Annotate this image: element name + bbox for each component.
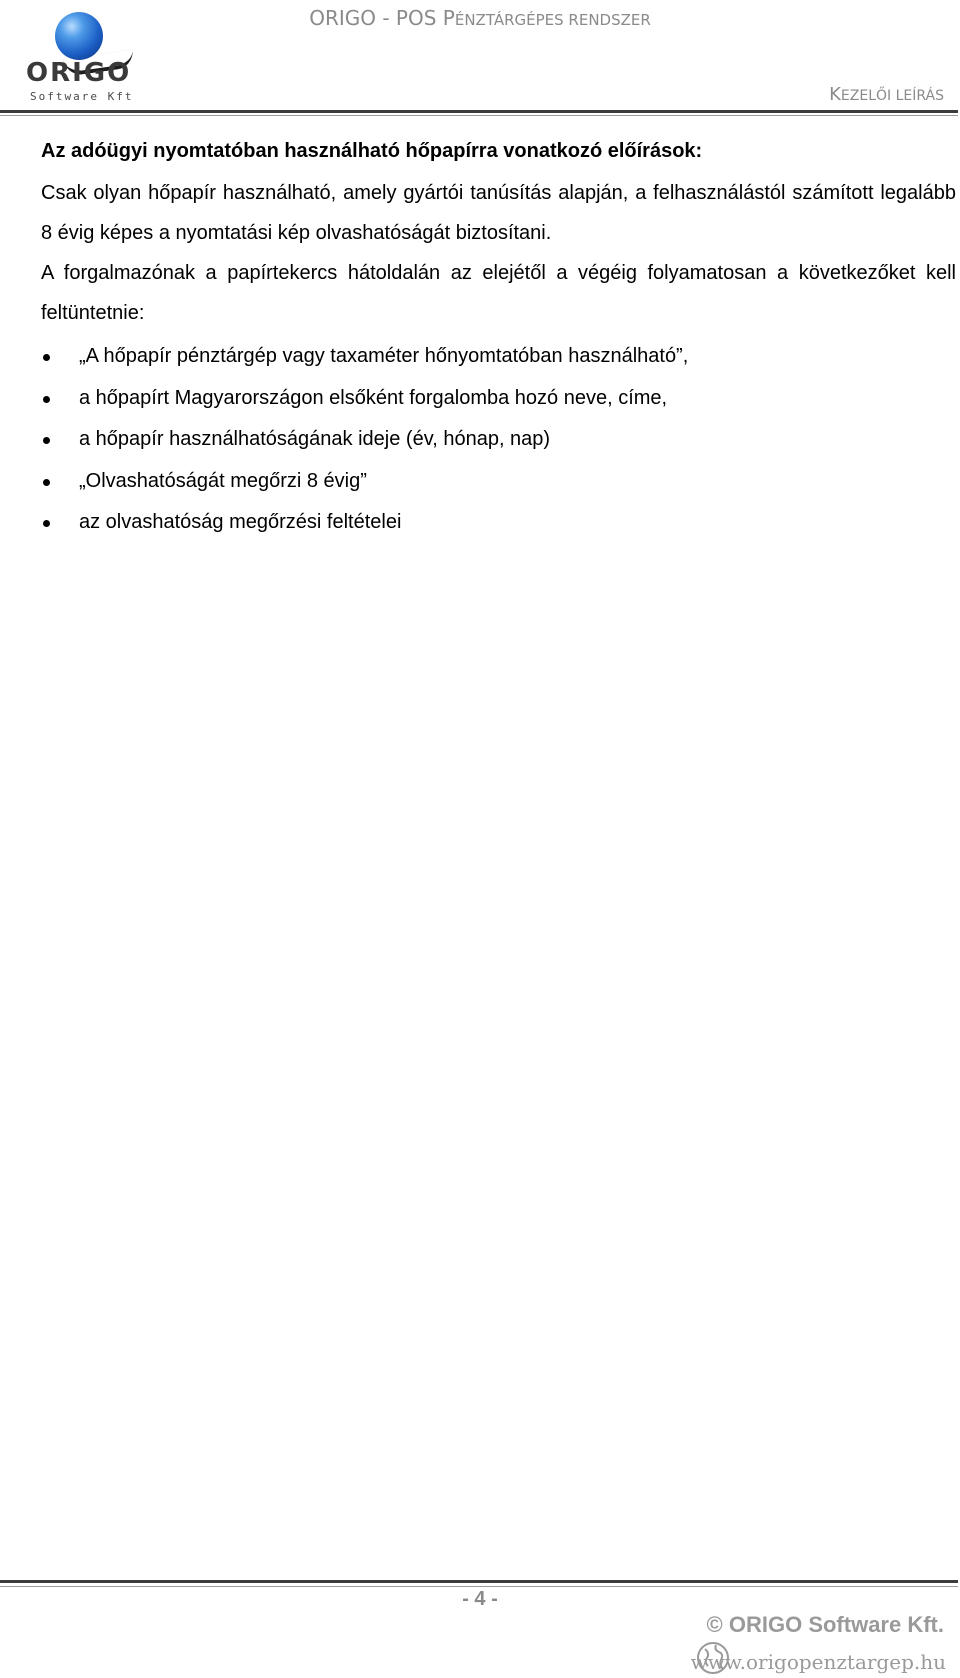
- copyright-notice: © ORIGO Software Kft.: [706, 1612, 944, 1637]
- header-divider-thin: [0, 115, 958, 116]
- footer-divider: [0, 1580, 958, 1583]
- list-item: a hőpapír használhatóságának ideje (év, hónap, nap): [41, 419, 956, 461]
- header-doc-type: [829, 84, 944, 105]
- requirements-list: [41, 336, 956, 544]
- header-title: [0, 6, 960, 30]
- header-divider: [0, 110, 958, 113]
- list-item: „A hőpapír pénztárgép vagy taxaméter hőnyomtatóban használható”,: [41, 336, 956, 378]
- list-item: „Olvashatóságát megőrzi 8 évig”: [41, 461, 956, 503]
- paragraph: Csak olyan hőpapír használható, amely gyártói tanúsítás alapján, a felhasználástól számított legalább 8 évig képes a nyomtatási kép olvashatóságát biztosítani.: [41, 182, 956, 244]
- paragraph: A forgalmazónak a papírtekercs hátoldalán az elejétől a végéig folyamatosan a következőket kell feltüntetnie:: [41, 262, 956, 324]
- section-heading: Az adóügyi nyomtatóban használható hőpapírra vonatkozó előírások:: [41, 140, 703, 162]
- website-link[interactable]: www.origopenztargep.hu: [690, 1650, 946, 1674]
- footer-divider-thin: [0, 1586, 958, 1587]
- page-number: - 4 -: [462, 1588, 498, 1610]
- logo-subtext: Software Kft: [30, 90, 134, 103]
- header-title-prefix: ORIGO - POS P: [309, 6, 455, 30]
- list-item: az olvashatóság megőrzési feltételei: [41, 502, 956, 544]
- list-item: a hőpapírt Magyarországon elsőként forgalomba hozó neve, címe,: [41, 378, 956, 420]
- logo-text: ORIGO: [26, 58, 132, 88]
- header-doc-type-smallcaps: EZELŐI LEÍRÁS: [840, 88, 944, 104]
- page-content: [41, 137, 956, 544]
- header-doc-type-prefix: K: [829, 84, 841, 105]
- header-title-smallcaps: ÉNZTÁRGÉPES RENDSZER: [454, 11, 651, 29]
